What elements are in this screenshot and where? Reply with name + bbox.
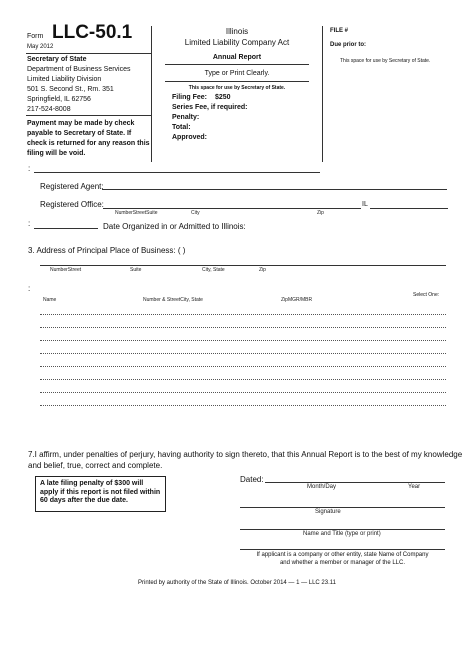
series-fee-label: Series Fee, if required: — [172, 104, 248, 111]
registered-agent-label: Registered Agent: — [40, 182, 104, 191]
act-name: Limited Liability Company Act — [184, 38, 290, 47]
manager-row-1[interactable] — [40, 314, 446, 315]
company-note: If applicant is a company or other entity, state Name of Company and whether a member or manager of the LLC. — [256, 552, 429, 566]
p-sub-street: NumberStreet — [50, 267, 82, 273]
manager-row-6[interactable] — [40, 379, 446, 380]
name-title-label: Name and Title (type or print) — [303, 531, 381, 537]
approved-label: Approved: — [172, 134, 207, 141]
year-label: Year — [408, 484, 421, 490]
office-sub-city: City — [191, 210, 200, 216]
manager-row-5[interactable] — [40, 366, 446, 367]
state-name: Illinois — [225, 27, 249, 36]
company-name-line[interactable] — [34, 172, 320, 173]
total-label: Total: — [172, 124, 191, 131]
form-number: LLC-50.1 — [52, 22, 133, 43]
principal-address-label: 3. Address of Principal Place of Business: ( ) — [28, 246, 186, 255]
company-line[interactable] — [240, 549, 445, 550]
footer-printed: Printed by authority of the State of Illinois. October 2014 — 1 — LLC 23.11 — [138, 580, 336, 586]
manager-row-3[interactable] — [40, 340, 446, 341]
signature-label: Signature — [315, 509, 341, 515]
registered-agent-line[interactable] — [102, 189, 447, 190]
agency-address: Secretary of State Department of Business Services Limited Liability Division 501 S. Second St., Rm. 351 Springfield, IL 62756 217-524-8008 — [27, 56, 131, 113]
principal-address-line[interactable] — [40, 265, 446, 266]
manager-row-7[interactable] — [40, 392, 446, 393]
select-one-label: Select One: — [413, 292, 440, 298]
type-print-note: Type or Print Clearly. — [204, 70, 270, 77]
affirmation-text: 7.I affirm, under penalties of perjury, having authority to sign thereto, that this Annual Report is to the best of my knowledge and belief, true, correct and complete. — [28, 450, 463, 470]
filing-fee-label: Filing Fee: — [172, 94, 207, 101]
manager-row-8[interactable] — [40, 405, 446, 406]
item1-prefix: : — [28, 164, 31, 173]
manager-row-4[interactable] — [40, 353, 446, 354]
manager-row-2[interactable] — [40, 327, 446, 328]
penalty-label: Penalty: — [172, 114, 200, 121]
sos-use-note: This space for use by Secretary of State. — [188, 85, 286, 91]
file-number-label: FILE # — [330, 28, 349, 34]
signature-line[interactable] — [240, 507, 445, 508]
dated-line[interactable] — [265, 482, 445, 483]
registered-office-line[interactable] — [103, 208, 361, 209]
p-sub-city: City, State — [202, 267, 225, 273]
due-date-label: Due prior to: — [330, 42, 366, 48]
filing-fee-value: $250 — [215, 94, 231, 101]
date-organized-label: Date Organized in or Admitted to Illinois: — [103, 222, 246, 231]
office-sub-zip: Zip — [317, 210, 324, 216]
name-title-line[interactable] — [240, 529, 445, 530]
form-date: May 2012 — [27, 44, 54, 50]
item4-prefix: : — [28, 284, 31, 293]
sos-use-right: This space for use by Secretary of State. — [340, 58, 431, 64]
month-day-label: Month/Day — [307, 484, 337, 490]
payment-notice: Payment may be made by check payable to Secretary of State. If check is returned for any reason this filing will be void. — [27, 120, 150, 157]
registered-office-label: Registered Office: — [40, 200, 104, 209]
form-prefix: Form — [27, 33, 44, 40]
office-sub-street: NumberStreetSuite — [115, 210, 158, 216]
office-zip-line[interactable] — [370, 208, 448, 209]
report-title: Annual Report — [212, 54, 262, 61]
late-penalty-box: A late filing penalty of $300 will apply if this report is not filed within 60 days after the due date. — [35, 476, 166, 512]
p-sub-zip: Zip — [259, 267, 266, 273]
item-date-prefix: : — [28, 219, 31, 228]
col-address: Number & StreetCity, State — [143, 297, 203, 303]
p-sub-suite: Suite — [130, 267, 142, 273]
dated-label: Dated: — [240, 475, 264, 484]
state-il: IL — [362, 201, 368, 208]
col-name: Name — [43, 297, 57, 303]
date-organized-line[interactable] — [34, 228, 98, 229]
col-zip-role: ZipMGR/MBR — [281, 297, 313, 303]
